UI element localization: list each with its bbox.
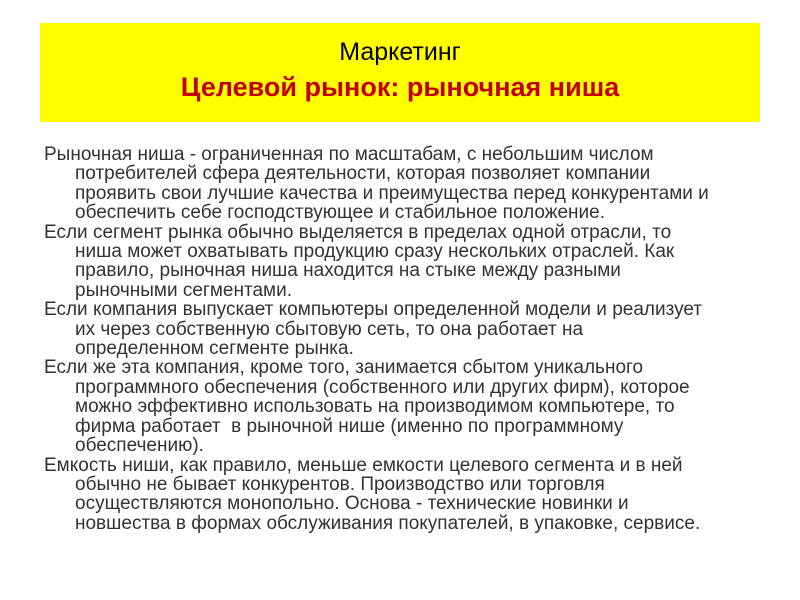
text-line: обеспечению). <box>75 435 204 457</box>
paragraph <box>44 358 774 455</box>
text-line: обычно не бывает конкурентов. Производство или торговля <box>75 473 605 495</box>
paragraph <box>44 456 774 534</box>
paragraph <box>44 300 774 358</box>
text-line: ниша может охватывать продукцию сразу нескольких отраслей. Как <box>75 241 675 263</box>
body-text <box>44 145 774 533</box>
slide-title: Маркетинг <box>339 38 461 66</box>
text-line: Емкость ниши, как правило, меньше емкости целевого сегмента и в ней <box>44 454 683 476</box>
paragraph <box>44 145 774 223</box>
paragraph <box>44 223 774 301</box>
text-line: потребителей сфера деятельности, которая позволяет компании <box>75 163 651 185</box>
text-line: Если компания выпускает компьютеры определенной модели и реализует <box>44 299 703 321</box>
text-line: можно эффективно использовать на производимом компьютере, то <box>75 396 675 418</box>
text-line: рыночными сегментами. <box>75 279 292 301</box>
text-line: правило, рыночная ниша находится на стыке между разными <box>75 260 621 282</box>
text-line: определенном сегменте рынка. <box>75 338 354 360</box>
text-line: Если же эта компания, кроме того, занимается сбытом уникального <box>44 357 644 379</box>
text-line: новшества в формах обслуживания покупателей, в упаковке, сервисе. <box>75 512 701 534</box>
text-line: их через собственную сбытовую сеть, то она работает на <box>75 318 584 340</box>
text-line: Если сегмент рынка обычно выделяется в пределах одной отрасли, то <box>44 221 672 243</box>
text-line: осуществляются монопольно. Основа - технические новинки и <box>75 493 629 515</box>
text-line: обеспечить себе господствующее и стабильное положение. <box>75 202 606 224</box>
text-line: Рыночная ниша - ограниченная по масштабам, с небольшим числом <box>44 144 654 165</box>
text-line: программного обеспечения (собственного или других фирм), которое <box>75 376 690 398</box>
header-banner <box>40 23 760 122</box>
slide-subtitle: Целевой рынок: рыночная ниша <box>180 72 620 102</box>
text-line: проявить свои лучшие качества и преимущества перед конкурентами и <box>75 182 709 204</box>
text-line: фирма работает в рыночной нише (именно по программному <box>75 415 624 437</box>
